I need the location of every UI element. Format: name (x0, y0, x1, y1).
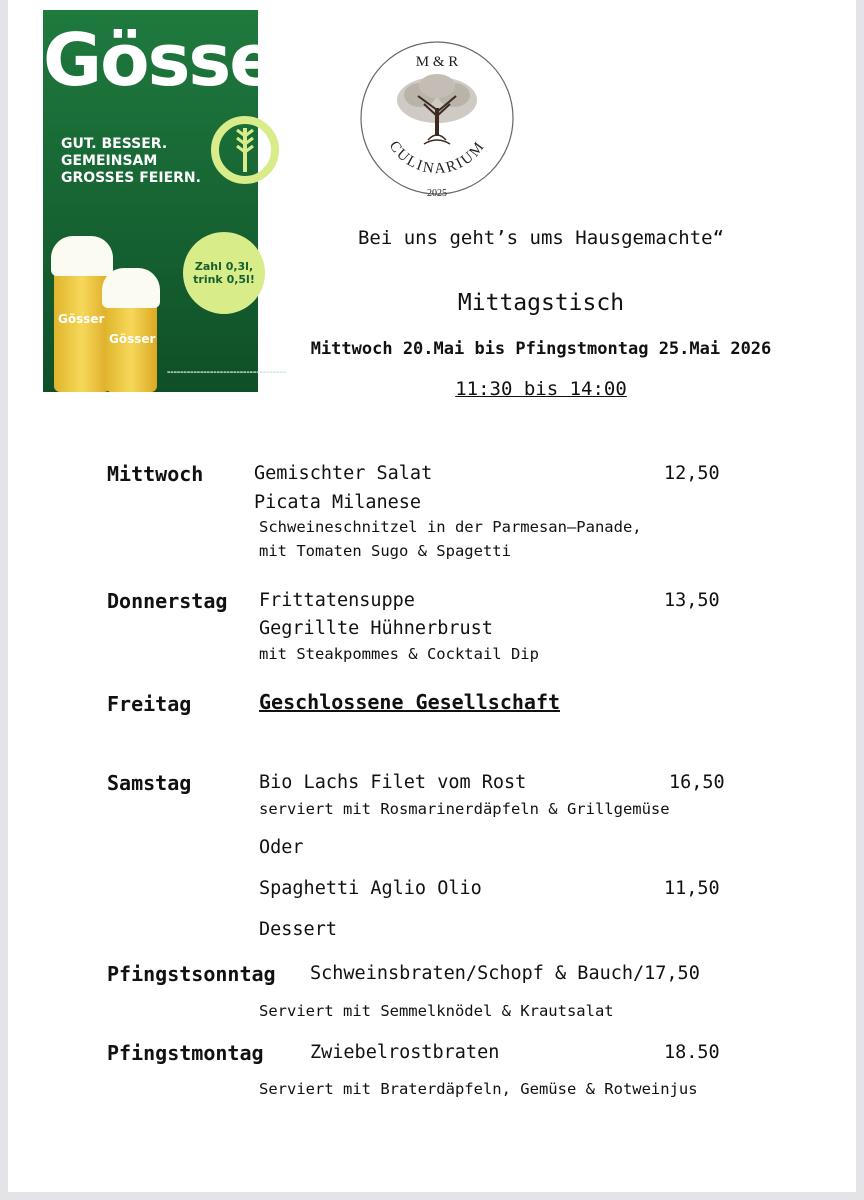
dish-description: serviert mit Rosmarinerdäpfeln & Grillgemüse (259, 800, 670, 818)
goesser-ad (43, 10, 310, 392)
logo-year-text: 2025 (427, 188, 447, 199)
ad-slogan-line: GROSSES FEIERN. (61, 170, 201, 186)
ad-brand-logo: Gösser (43, 18, 310, 102)
ad-slogan-line: GUT. BESSER. (61, 136, 168, 152)
logo-top-text: M & R (415, 54, 459, 70)
tagline: Bei uns geht’s ums Hausgemachte“ (357, 227, 725, 249)
price: 13,50 (664, 590, 720, 611)
day-label-freitag: Freitag (107, 692, 192, 716)
ad-slogan-line: GEMEINSAM (61, 153, 158, 169)
ad-badge: Zahl 0,3l, trink 0,5l! (183, 232, 265, 314)
price: 18.50 (664, 1042, 720, 1063)
dish-name: Zwiebelrostbraten (310, 1042, 500, 1063)
menu-sheet (8, 0, 856, 1192)
dish-name: Bio Lachs Filet vom Rost (259, 772, 527, 793)
beer-glass-icon (105, 292, 157, 392)
beer-glass-icon (54, 260, 110, 392)
day-label-samstag: Samstag (107, 771, 192, 795)
day-label-donnerstag: Donnerstag (107, 589, 228, 613)
glass-label: Gösser (58, 312, 105, 326)
dish-name: Gegrillte Hühnerbrust (259, 618, 493, 639)
hop-emblem-icon (209, 110, 279, 190)
ad-fine-print: ▬▬▬▬▬▬▬▬▬▬▬▬▬▬▬▬▬▬▬▬▬▬▬▬▬▬▬▬▬▬▬▬▬▬▬▬ (167, 370, 287, 374)
dish-name: Spaghetti Aglio Olio (259, 878, 482, 899)
or-label: Oder (259, 837, 304, 858)
price: 12,50 (664, 463, 720, 484)
price: 16,50 (669, 772, 725, 793)
dish-description: Schweineschnitzel in der Parmesan–Panade, (259, 518, 642, 536)
dish-name: Picata Milanese (254, 492, 422, 513)
culinarium-logo (358, 40, 516, 200)
dish-name: Gemischter Salat (254, 463, 433, 484)
dish-name: Schweinsbraten/Schopf & Bauch/17,50 (310, 963, 700, 984)
ad-slogan (61, 136, 201, 187)
page-title: Mittagstisch (457, 290, 625, 316)
dish-description: Serviert mit Braterdäpfeln, Gemüse & Rotweinjus (259, 1080, 698, 1098)
day-label-pfingstsonntag: Pfingstsonntag (107, 962, 276, 986)
closed-notice: Geschlossene Gesellschaft (259, 690, 561, 714)
logo-name-text: CULINARIUM (385, 138, 489, 178)
opening-hours: 11:30 bis 14:00 (455, 378, 627, 400)
price: 11,50 (664, 878, 720, 899)
day-label-pfingstmontag: Pfingstmontag (107, 1041, 264, 1065)
day-label-mittwoch: Mittwoch (107, 462, 204, 486)
dessert-label: Dessert (259, 919, 337, 940)
dish-description: Serviert mit Semmelknödel & Krautsalat (259, 1002, 614, 1020)
dish-name: Frittatensuppe (259, 590, 415, 611)
dish-description: mit Tomaten Sugo & Spagetti (259, 542, 511, 560)
dish-description: mit Steakpommes & Cocktail Dip (259, 645, 539, 663)
glass-label: Gösser (109, 332, 156, 346)
period: Mittwoch 20.Mai bis Pfingstmontag 25.Mai 2026 (310, 339, 772, 359)
